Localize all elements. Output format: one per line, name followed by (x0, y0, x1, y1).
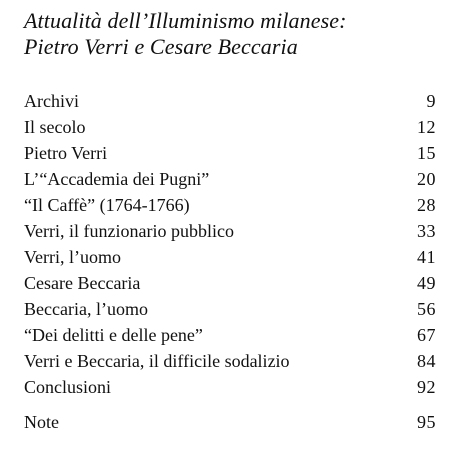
toc-entry (24, 192, 436, 218)
toc-entry (24, 322, 436, 348)
toc-entry-page: 84 (417, 351, 436, 371)
toc-entry-page: 28 (417, 195, 436, 215)
toc-entry-label: L’“Accademia dei Pugni” (24, 169, 210, 189)
toc-entry-label: Conclusioni (24, 377, 112, 397)
toc-entry-page: 12 (417, 117, 436, 137)
toc-entry (24, 114, 436, 140)
toc-entry (24, 409, 436, 435)
toc-entry-page: 92 (417, 377, 436, 397)
toc-entry-label: Verri, l’uomo (24, 247, 121, 267)
toc-entry (24, 88, 436, 114)
toc-entry-label: Archivi (24, 91, 79, 111)
toc-entry (24, 296, 436, 322)
toc-entry-label: “Dei delitti e delle pene” (24, 325, 203, 345)
section-title-line-1: Attualità dell’Illuminismo milanese: (24, 8, 347, 33)
toc-entry-label: Il secolo (24, 117, 86, 137)
section-title (24, 8, 444, 60)
toc-entry (24, 244, 436, 270)
section-title-line-2: Pietro Verri e Cesare Beccaria (24, 34, 298, 59)
toc-entry (24, 140, 436, 166)
toc-entry-label: Verri, il funzionario pubblico (24, 221, 234, 241)
toc-entry (24, 166, 436, 192)
toc-entry-page: 95 (417, 412, 436, 432)
toc-entry-page: 49 (417, 273, 436, 293)
toc-entry-label: Beccaria, l’uomo (24, 299, 148, 319)
toc-entry (24, 218, 436, 244)
toc-entry-label: Note (24, 412, 59, 432)
toc-entry (24, 348, 436, 374)
toc-entry (24, 374, 436, 400)
toc-entry-page: 56 (417, 299, 436, 319)
toc-entry-page: 41 (417, 247, 436, 267)
toc-entry (24, 270, 436, 296)
table-of-contents (24, 88, 436, 435)
toc-entry-page: 67 (417, 325, 436, 345)
toc-entry-page: 20 (417, 169, 436, 189)
toc-entry-label: Verri e Beccaria, il difficile sodalizio (24, 351, 290, 371)
toc-entry-page: 33 (417, 221, 436, 241)
toc-entry-label: Pietro Verri (24, 143, 108, 163)
toc-entry-page: 9 (426, 91, 436, 111)
toc-entry-label: “Il Caffè” (1764-1766) (24, 195, 190, 215)
toc-entry-page: 15 (417, 143, 436, 163)
toc-entry-label: Cesare Beccaria (24, 273, 141, 293)
